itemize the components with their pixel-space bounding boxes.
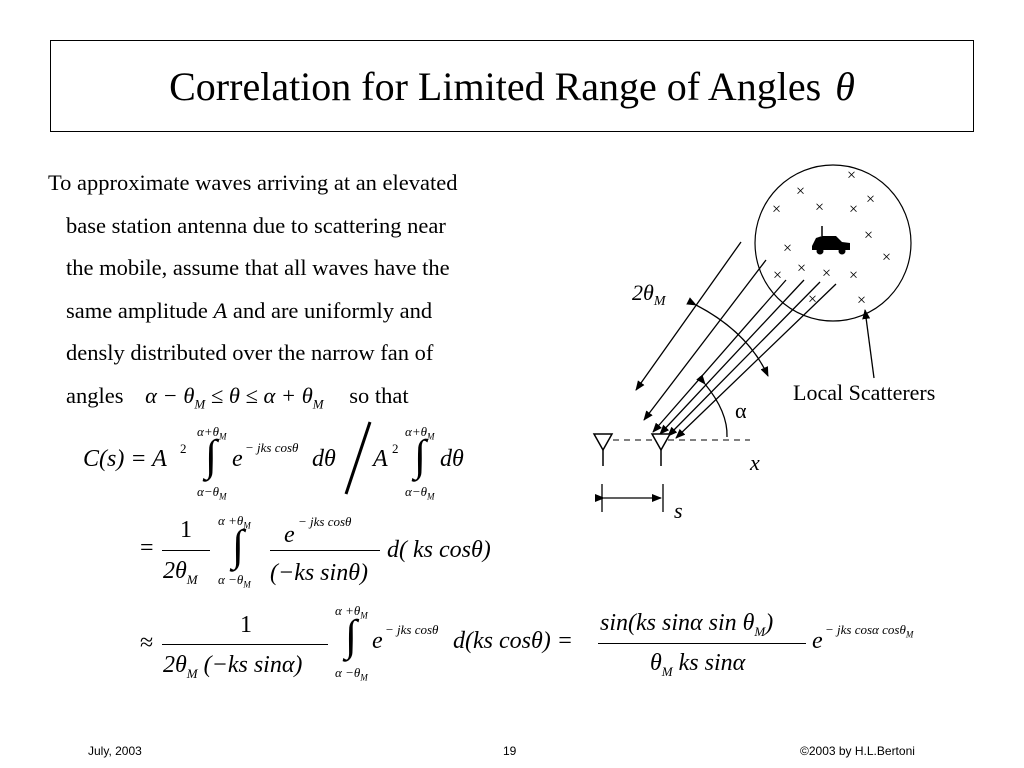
body-line-4-pre: same amplitude	[66, 297, 208, 323]
spacing-label: s	[674, 498, 683, 523]
eq2-inner-fraction-bar	[270, 550, 380, 551]
eq1-division-slash	[340, 418, 374, 498]
footer-page-number: 19	[503, 744, 517, 758]
eq3-differential: d(ks cosθ) =	[453, 628, 573, 654]
eq3-lower-limit: $\alpha -\theta_M$	[335, 665, 368, 683]
eq2-differential: d( ks cosθ)	[387, 537, 491, 563]
eq3-upper-limit: $\alpha +\theta_M$	[335, 603, 368, 621]
eq3-numerator: 1	[240, 612, 252, 638]
eq2-integral-sign: ∫	[232, 521, 245, 570]
scatterer-mark: ×	[808, 291, 818, 308]
scatterer-mark: ×	[857, 292, 867, 309]
scatterer-mark: ×	[797, 260, 807, 277]
scatterer-mark: ×	[849, 201, 859, 218]
eq3-rhs-numerator: sin(ks sinα $\sin \theta_M$)	[600, 610, 774, 639]
eq3-rhs-denominator: $\theta_M$ ks sinα	[650, 650, 746, 679]
eq2-frac-denominator: (−ks sinθ)	[270, 560, 368, 586]
mobile-car-icon	[812, 226, 850, 255]
amplitude-symbol: A	[213, 297, 228, 323]
scatterers-pointer-line	[865, 310, 874, 378]
body-line-1: To approximate waves arriving at an elevated	[48, 170, 458, 195]
body-line-4	[48, 290, 568, 333]
eq1-exponent: − jks cosθ	[245, 440, 299, 455]
eq2-equals: =	[140, 535, 154, 561]
scatterer-mark: ×	[783, 240, 793, 257]
scatterer-mark: ×	[772, 201, 782, 218]
title-theta-symbol: θ	[835, 63, 855, 109]
eq1-denom-upper-limit: $\alpha+\theta_M$	[405, 424, 435, 442]
scatterer-mark: ×	[822, 265, 832, 282]
scatterer-mark: ×	[847, 167, 857, 184]
scattering-diagram	[580, 150, 1020, 550]
body-line-5: densly distributed over the narrow fan of	[66, 340, 434, 365]
eq3-approx: ≈	[140, 630, 154, 656]
alpha-label: α	[735, 398, 747, 423]
slide-title: Correlation for Limited Range of Angles	[169, 63, 822, 109]
eq1-denom-dtheta: dθ	[440, 446, 464, 472]
antenna-element-right	[652, 434, 670, 466]
fan-angle-label: $2\theta_M$	[632, 280, 666, 309]
body-line-6-post: so that	[349, 382, 409, 408]
eq2-lower-limit: $\alpha -\theta_M$	[218, 572, 251, 590]
body-line-6	[48, 375, 568, 426]
scatterer-mark: ×	[864, 227, 874, 244]
scatterer-mark: ×	[815, 199, 825, 216]
scatterer-mark: ×	[773, 267, 783, 284]
angle-range-expr: $\alpha - \theta_M \le \theta \le \alpha + \theta_M$	[145, 382, 324, 411]
wave-arrow	[660, 280, 804, 434]
scatterer-mark: ×	[882, 249, 892, 266]
eq1-integral-sign: ∫	[205, 431, 218, 480]
eq1-square: 2	[180, 441, 187, 456]
eq1-e: e	[232, 446, 243, 472]
eq3-tail-exponent: − jks cosα cosθ$_M$	[825, 622, 914, 640]
eq2-fraction-bar	[162, 550, 210, 551]
eq2-frac-exponent: − jks cosθ	[298, 514, 352, 529]
wave-arrow	[636, 242, 741, 390]
eq2-denominator: $2\theta_M$	[163, 558, 198, 587]
scatterer-mark: ×	[866, 191, 876, 208]
x-axis-label: x	[750, 450, 760, 475]
body-line-3: the mobile, assume that all waves have the	[66, 255, 450, 280]
eq2-frac-e: e	[284, 522, 295, 548]
eq3-rhs-fraction-bar	[598, 643, 806, 644]
scatterer-mark: ×	[849, 267, 859, 284]
local-scatterers-label: Local Scatterers	[793, 380, 936, 405]
eq1-denom-lower-limit: $\alpha-\theta_M$	[405, 484, 435, 502]
eq3-fraction-bar	[162, 644, 328, 645]
footer-copyright: ©2003 by H.L.Bertoni	[800, 744, 915, 758]
footer-date: July, 2003	[88, 744, 142, 758]
body-line-6-pre: angles	[66, 382, 124, 408]
eq1-dtheta: dθ	[312, 446, 336, 472]
scatterer-mark: ×	[796, 183, 806, 200]
eq1-denominator-square: 2	[392, 441, 399, 456]
antenna-element-left	[594, 434, 612, 466]
eq1-denominator-a: A	[373, 446, 388, 472]
eq1-lhs: C(s) = A	[83, 446, 167, 472]
slide-title-box	[50, 40, 974, 132]
body-line-2: base station antenna due to scattering near	[66, 212, 446, 238]
eq3-exponent: − jks cosθ	[385, 622, 439, 637]
eq2-upper-limit: $\alpha +\theta_M$	[218, 513, 251, 531]
wave-arrow	[653, 280, 786, 432]
eq3-e: e	[372, 628, 383, 654]
eq3-tail-e: e	[812, 628, 823, 654]
eq2-numerator: 1	[180, 517, 192, 543]
eq1-upper-limit: $\alpha+\theta_M$	[197, 424, 227, 442]
eq3-integral-sign: ∫	[345, 611, 358, 660]
eq1-lower-limit: $\alpha-\theta_M$	[197, 484, 227, 502]
eq1-denom-integral-sign: ∫	[414, 431, 427, 480]
eq3-denominator: $2\theta_M$ (−ks sinα)	[163, 652, 303, 681]
body-paragraph	[48, 162, 568, 426]
body-line-4-post: and are uniformly and	[232, 297, 433, 323]
fan-angle-arc	[696, 305, 768, 376]
